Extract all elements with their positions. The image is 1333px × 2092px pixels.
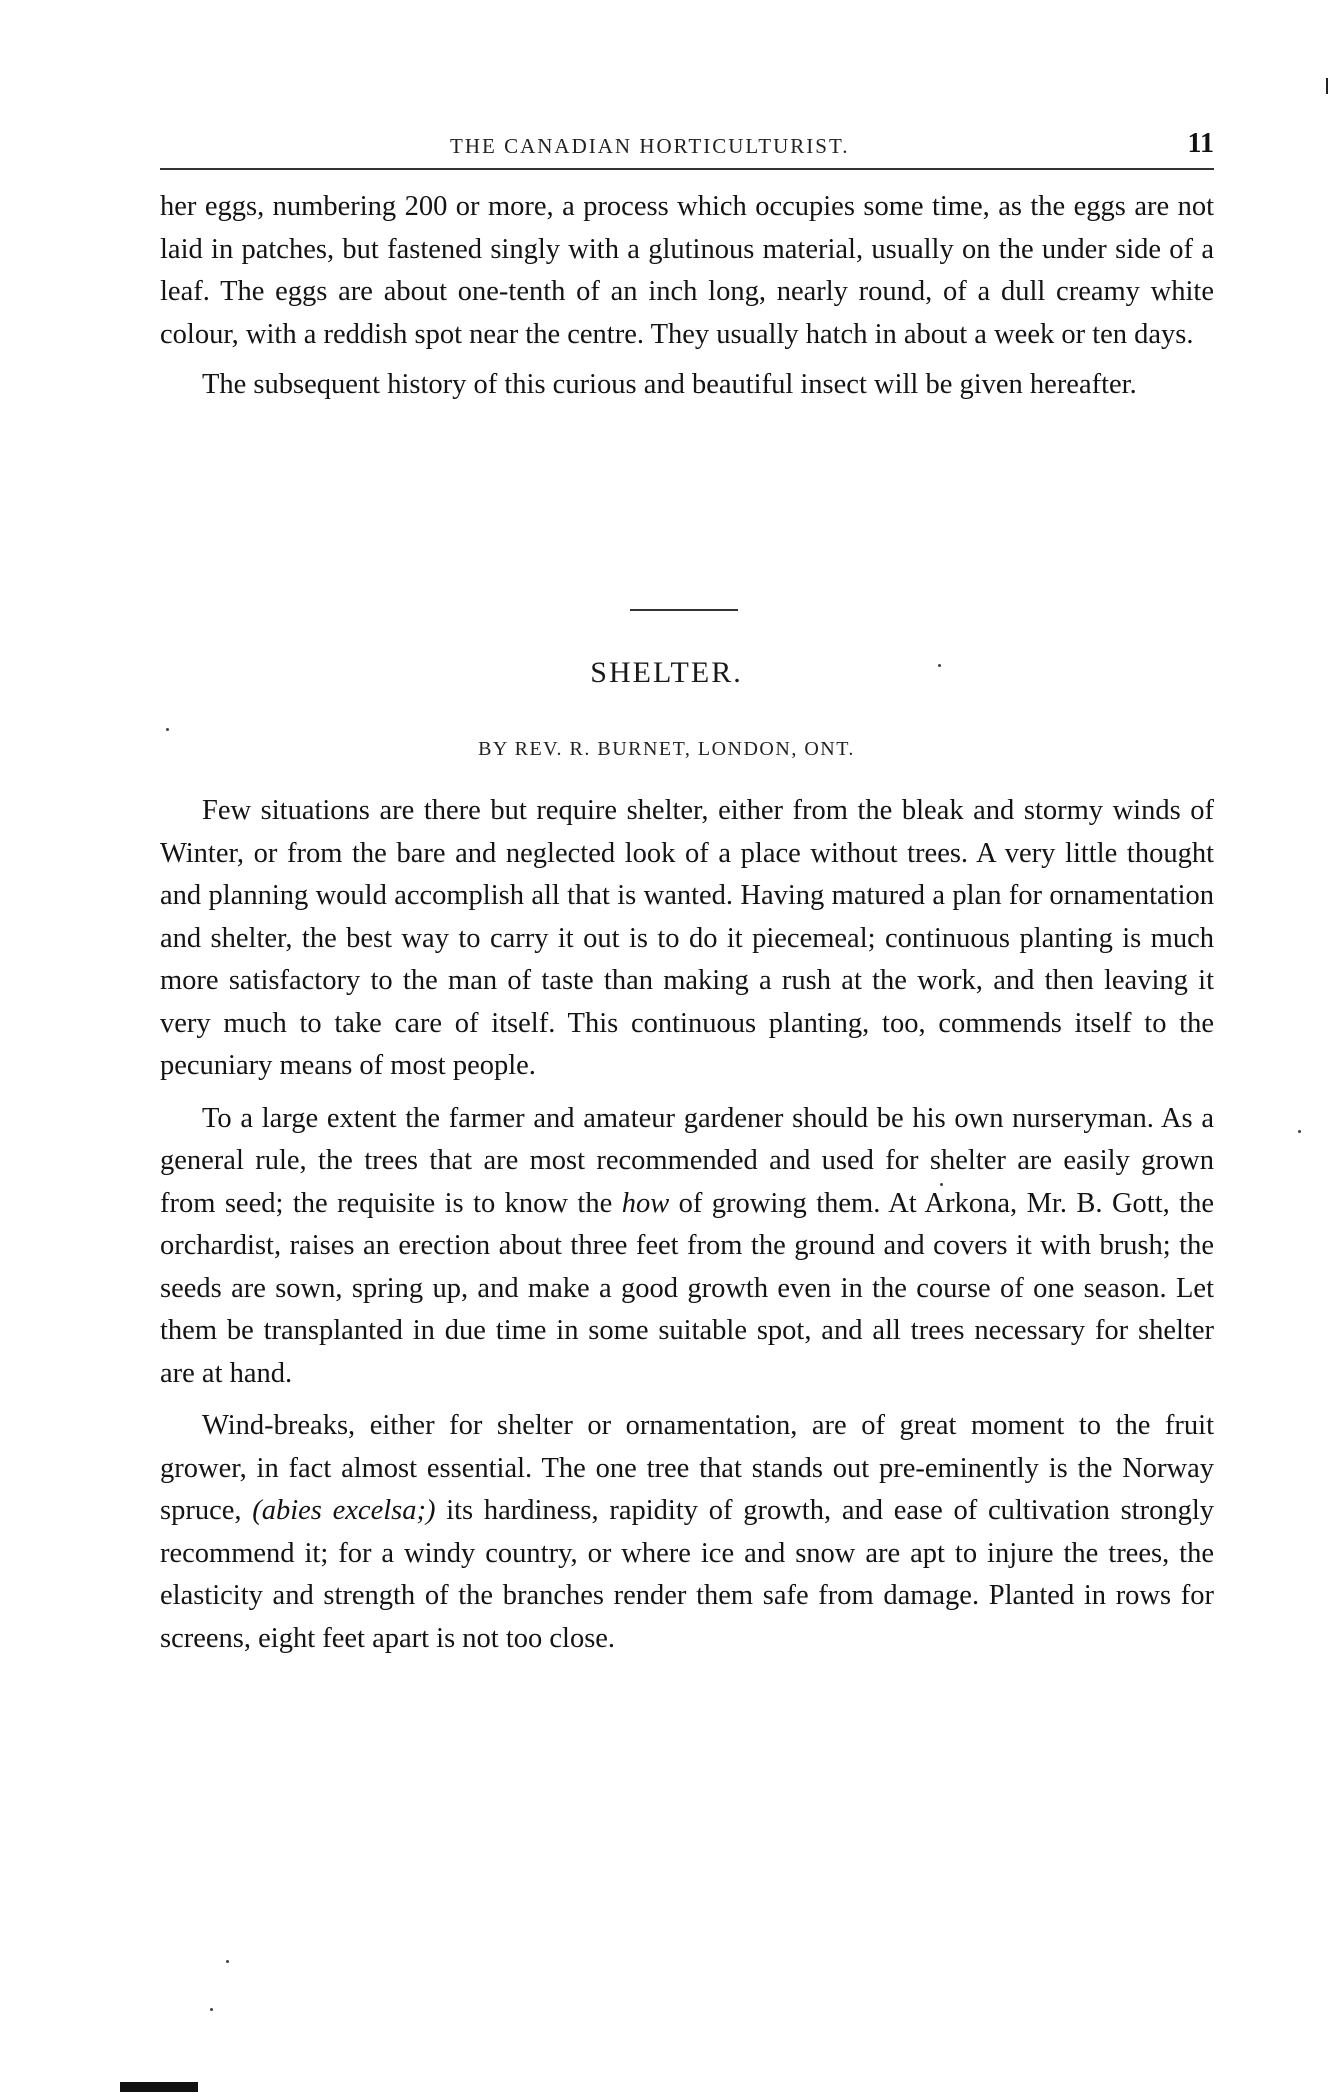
scan-speck xyxy=(210,2008,213,2011)
paragraph-text: its hardiness, rapidity of growth, and ease of cultivation strongly recommend it; for a windy country, or where ice and snow are apt to injure the trees, the elasticity and strength of the branches render them safe from damage. Planted in rows for screens, eight feet apart is not too close. xyxy=(160,1495,1214,1654)
scan-speck xyxy=(938,664,941,667)
paragraph-text: of growing them. At Arkona, Mr. B. Gott, the orchardist, raises an erection about three feet from the ground and covers it with brush; the seeds are sown, spring up, and make a good growth even in the course of one season. Let them be transplanted in due time in some suitable spot, and all trees necessary for shelter are at hand. xyxy=(160,1187,1214,1389)
scan-speck xyxy=(166,728,169,731)
article-title: SHELTER. xyxy=(590,656,743,689)
continuation-text xyxy=(160,186,1214,407)
article-body xyxy=(160,790,1214,1660)
article-paragraph: Few situations are there but require shelter, either from the bleak and stormy winds of Winter, or from the bare and neglected look of a place without trees. A very little thought and planning would accomplish all that is wanted. Having matured a plan for ornamentation and shelter, the best way to carry it out is to do it piecemeal; continuous planting is much more satisfactory to the man of taste than making a rush at the work, and then leaving it very much to take care of itself. This continuous planting, too, commends itself to the pecuniary means of most people. xyxy=(160,795,1214,1081)
running-title: THE CANADIAN HORTICULTURIST. xyxy=(450,134,850,158)
section-separator xyxy=(630,609,738,611)
paragraph-text: Wind-breaks, either for shelter or ornamentation, are of great moment to the fruit grower, in fact almost essential. The one tree that stands out pre-eminently is the Norway spruce, xyxy=(160,1410,1214,1526)
continuation-paragraph: her eggs, numbering 200 or more, a process which occupies some time, as the eggs are not laid in patches, but fastened singly with a glutinous material, usually on the under side of a leaf. The eggs are about one-tenth of an inch long, nearly round, of a dull creamy white colour, with a reddish spot near the centre. They usually hatch in about a week or ten days. xyxy=(160,191,1214,350)
article-paragraph xyxy=(160,1405,1214,1660)
paragraph-text: To a large extent the farmer and amateur gardener should be his own nurseryman. As a general rule, the trees that are most recommended and used for shelter are easily grown from seed; the requisite is to know the xyxy=(160,1102,1214,1219)
article-byline: BY REV. R. BURNET, LONDON, ONT. xyxy=(478,738,855,760)
scan-edge-mark xyxy=(1326,78,1328,94)
scan-speck xyxy=(940,1183,943,1186)
emphasis-text: (abies excelsa;) xyxy=(252,1495,436,1526)
running-header xyxy=(160,128,1220,168)
emphasis-text: how xyxy=(621,1187,670,1219)
scan-bottom-mark xyxy=(120,2082,198,2092)
page-number: 11 xyxy=(1187,128,1214,159)
scan-speck xyxy=(1298,1130,1301,1133)
continuation-paragraph: The subsequent history of this curious and beautiful insect will be given hereafter. xyxy=(202,369,1137,400)
scan-speck xyxy=(226,1960,229,1963)
article-paragraph xyxy=(160,1098,1214,1396)
header-rule xyxy=(160,168,1214,170)
